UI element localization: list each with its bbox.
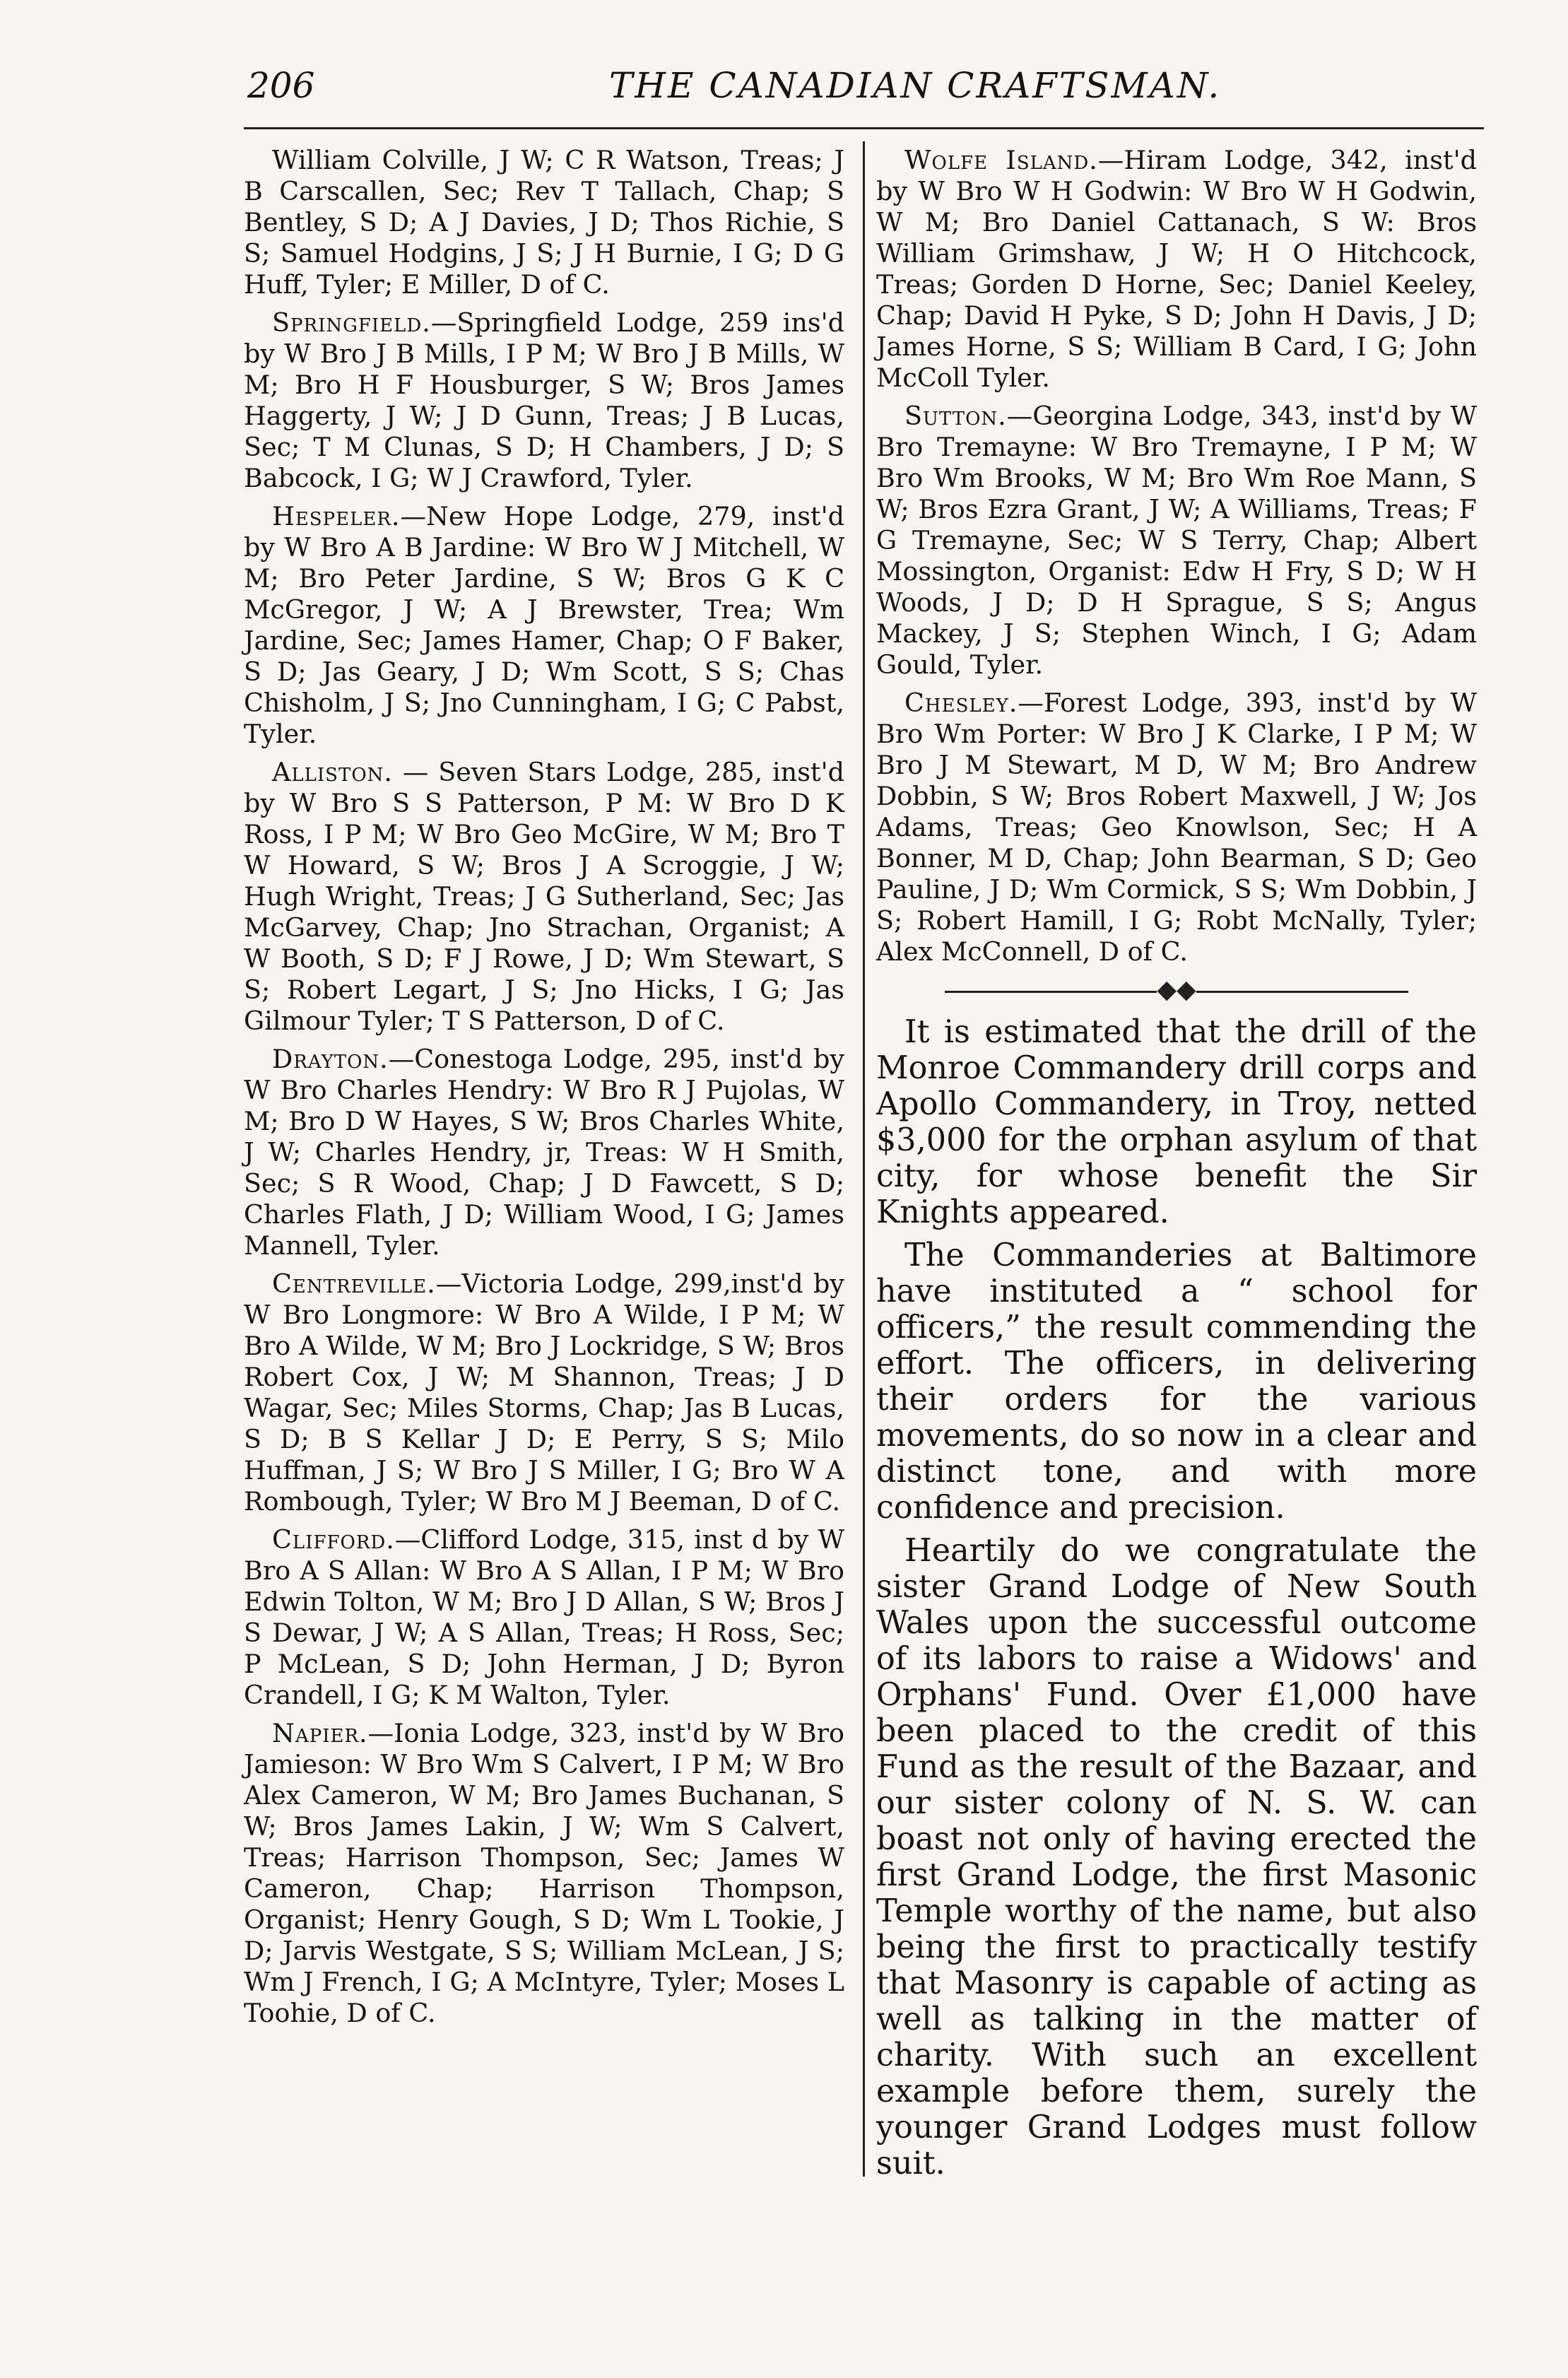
- lodge-entry: [876, 401, 1477, 681]
- lodge-entry: [244, 1524, 844, 1711]
- ornament-glyph: ◆◆: [1157, 975, 1196, 1004]
- lodge-entry: [876, 145, 1477, 394]
- section-ornament: [876, 975, 1477, 1004]
- lodge-text: —Ionia Lodge, 323, inst'd by W Bro Jamieson: W Bro Wm S Calvert, I P M; W Bro Alex Cameron, W M; Bro James Buchanan, S W; Bros James Lakin, J W; Wm S Calvert, Treas; Harrison Thompson, Sec; James W Cameron, Chap; Harrison Thompson, Organist; Henry Gough, S D; Wm L Tookie, J D; Jarvis Westgate, S S; William McLean, J S; Wm J French, I G; A McIntyre, Tyler; Moses L Toohie, D of C.: [244, 1718, 844, 2028]
- lodge-place: Sutton.: [904, 401, 1007, 431]
- lodge-place: Chesley.: [904, 688, 1018, 718]
- lodge-place: Napier.: [272, 1718, 368, 1748]
- lodge-text: —New Hope Lodge, 279, inst'd by W Bro A B Jardine: W Bro W J Mitchell, W M; Bro Peter Jardine, S W; Bros G K C McGregor, J W; A J Brewster, Trea; Wm Jardine, Sec; James Hamer, Chap; O F Baker, S D; Jas Geary, J D; Wm Scott, S S; Chas Chisholm, J S; Jno Cunningham, I G; C Pabst, Tyler.: [244, 501, 844, 749]
- column-divider: [863, 141, 865, 2177]
- lodge-text: —Forest Lodge, 393, inst'd by W Bro Wm Porter: W Bro J K Clarke, I P M; W Bro J M Stewart, M D, W M; Bro Andrew Dobbin, S W; Bros Robert Maxwell, J W; Jos Adams, Treas; Geo Knowlson, Sec; H A Bonner, M D, Chap; John Bearman, S D; Geo Pauline, J D; Wm Cormick, S S; Wm Dobbin, J S; Robert Hamill, I G; Robt McNally, Tyler; Alex McConnell, D of C.: [876, 688, 1477, 967]
- header-rule: [244, 127, 1484, 129]
- lodge-list: [876, 145, 1477, 967]
- lodge-entry: [244, 1269, 844, 1517]
- lodge-place: Hespeler.: [272, 501, 401, 531]
- running-head: THE CANADIAN CRAFTSMAN.: [609, 65, 1222, 106]
- lodge-place: Wolfe Island.: [904, 145, 1098, 175]
- lodge-entry: [244, 757, 844, 1037]
- lodge-entry: [876, 688, 1477, 967]
- lodge-entry: [244, 1044, 844, 1261]
- lodge-entry: [244, 1718, 844, 2029]
- lodge-entry: [244, 145, 844, 300]
- lodge-text: William Colville, J W; C R Watson, Treas; J B Carscallen, Sec; Rev T Tallach, Chap; S Bentley, S D; A J Davies, J D; Thos Richie, S S; Samuel Hodgins, J S; J H Burnie, I G; D G Huff, Tyler; E Miller, D of C.: [244, 145, 844, 300]
- lodge-place: Alliston.: [272, 757, 393, 787]
- articles: [876, 1014, 1477, 2182]
- lodge-place: Centreville.: [272, 1269, 436, 1299]
- lodge-text: —Hiram Lodge, 342, inst'd by W Bro W H Godwin: W Bro W H Godwin, W M; Bro Daniel Cattanach, S W: Bros William Grimshaw, J W; H O Hitchcock, Treas; Gorden D Horne, Sec; Daniel Keeley, Chap; David H Pyke, S D; John H Davis, J D; James Horne, S S; William B Card, I G; John McColl Tyler.: [876, 145, 1477, 393]
- page-number: 206: [247, 65, 315, 106]
- page-header: [0, 65, 1568, 122]
- lodge-text: —Georgina Lodge, 343, inst'd by W Bro Tremayne: W Bro Tremayne, I P M; W Bro Wm Brooks, W M; Bro Wm Roe Mann, S W; Bros Ezra Grant, J W; A Williams, Treas; F G Tremayne, Sec; W S Terry, Chap; Albert Mossington, Organist: Edw H Fry, S D; W H Woods, J D; D H Sprague, S S; Angus Mackey, J S; Stephen Winch, I G; Adam Gould, Tyler.: [876, 401, 1477, 680]
- lodge-entry: [244, 501, 844, 750]
- lodge-text: —Victoria Lodge, 299,inst'd by W Bro Longmore: W Bro A Wilde, I P M; W Bro A Wilde, W M; Bro J Lockridge, S W; Bros Robert Cox, J W; M Shannon, Treas; J D Wagar, Sec; Miles Storms, Chap; Jas B Lucas, S D; B S Kellar J D; E Perry, S S; Milo Huffman, J S; W Bro J S Miller, I G; Bro W A Rombough, Tyler; W Bro M J Beeman, D of C.: [244, 1269, 844, 1517]
- lodge-place: Clifford.: [272, 1524, 395, 1555]
- article-paragraph: The Commanderies at Baltimore have instituted a “ school for officers,” the result commending the effort. The officers, in delivering their orders for the various movements, do so now in a clear and distinct tone, and with more confidence and precision.: [876, 1237, 1477, 1526]
- left-column: [244, 145, 844, 2036]
- lodge-entry: [244, 307, 844, 494]
- right-column: [876, 145, 1477, 2189]
- article-paragraph: Heartily do we congratulate the sister Grand Lodge of New South Wales upon the successful outcome of its labors to raise a Widows' and Orphans' Fund. Over £1,000 have been placed to the credit of this Fund as the result of the Bazaar, and our sister colony of N. S. W. can boast not only of having erected the first Grand Lodge, the first Masonic Temple worthy of the name, but also being the first to practically testify that Masonry is capable of acting as well as talking in the matter of charity. With such an excellent example before them, surely the younger Grand Lodges must follow suit.: [876, 1533, 1477, 2182]
- article-paragraph: It is estimated that the drill of the Monroe Commandery drill corps and Apollo Commandery, in Troy, netted $3,000 for the orphan asylum of that city, for whose benefit the Sir Knights appeared.: [876, 1014, 1477, 1230]
- lodge-text: —Springfield Lodge, 259 ins'd by W Bro J B Mills, I P M; W Bro J B Mills, W M; Bro H F Housburger, S W; Bros James Haggerty, J W; J D Gunn, Treas; J B Lucas, Sec; T M Clunas, S D; H Chambers, J D; S Babcock, I G; W J Crawford, Tyler.: [244, 307, 844, 493]
- lodge-place: Drayton.: [272, 1044, 389, 1074]
- lodge-text: —Clifford Lodge, 315, inst d by W Bro A S Allan: W Bro A S Allan, I P M; W Bro Edwin Tolton, W M; Bro J D Allan, S W; Bros J S Dewar, J W; A S Allan, Treas; H Ross, Sec; P McLean, S D; John Herman, J D; Byron Crandell, I G; K M Walton, Tyler.: [244, 1524, 844, 1710]
- lodge-place: Springfield.: [272, 307, 431, 338]
- lodge-text: —Conestoga Lodge, 295, inst'd by W Bro Charles Hendry: W Bro R J Pujolas, W M; Bro D W Hayes, S W; Bros Charles White, J W; Charles Hendry, jr, Treas: W H Smith, Sec; S R Wood, Chap; J D Fawcett, S D; Charles Flath, J D; William Wood, I G; James Mannell, Tyler.: [244, 1044, 844, 1261]
- lodge-text: — Seven Stars Lodge, 285, inst'd by W Bro S S Patterson, P M: W Bro D K Ross, I P M; W Bro Geo McGire, W M; Bro T W Howard, S W; Bros J A Scroggie, J W; Hugh Wright, Treas; J G Sutherland, Sec; Jas McGarvey, Chap; Jno Strachan, Organist; A W Booth, S D; F J Rowe, J D; Wm Stewart, S S; Robert Legart, J S; Jno Hicks, I G; Jas Gilmour Tyler; T S Patterson, D of C.: [244, 757, 844, 1036]
